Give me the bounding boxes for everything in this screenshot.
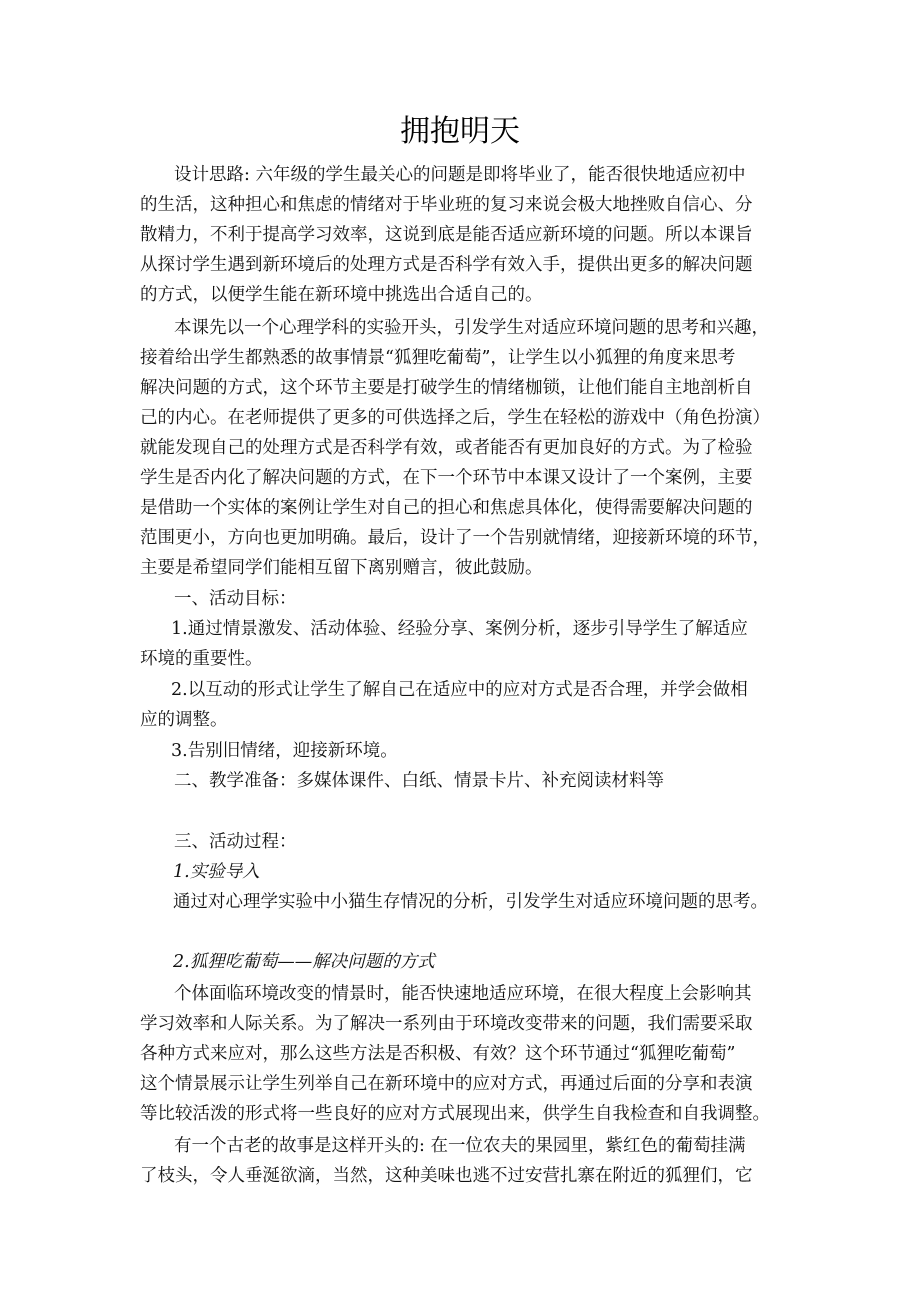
step-2-line: 个体面临环境改变的情景时，能否快速地适应环境，在很大程度上会影响其	[174, 984, 752, 1004]
goal-item-2-cont: 应的调整。	[140, 710, 228, 730]
section-heading-process: 三、活动过程：	[174, 832, 297, 852]
step-1-text: 通过对心理学实验中小猫生存情况的分析，引发学生对适应环境问题的思考。	[173, 892, 768, 912]
step-2-line: 等比较活泼的形式将一些良好的应对方式展现出来，供学生自我检查和自我调整。	[140, 1104, 770, 1124]
goal-item-3: 3.告别旧情绪，迎接新环境。	[171, 741, 398, 761]
section-heading-preparation: 二、教学准备：多媒体课件、白纸、情景卡片、补充阅读材料等	[174, 771, 664, 791]
overview-line: 主要是希望同学们能相互留下离别赠言，彼此鼓励。	[140, 558, 543, 578]
overview-line: 范围更小，方向也更加明确。最后，设计了一个告别就情绪，迎接新环境的环节，	[140, 528, 770, 548]
story-line: 有一个古老的故事是这样开头的: 在一位农夫的果园里，紫红色的葡萄挂满	[174, 1136, 746, 1156]
overview-line: 本课先以一个心理学科的实验开头，引发学生对适应环境问题的思考和兴趣，	[174, 318, 769, 338]
overview-line: 就能发现自己的处理方式是否科学有效，或者能否有更加良好的方式。为了检验	[140, 438, 753, 458]
step-2-line: 这个情景展示让学生列举自己在新环境中的应对方式，再通过后面的分享和表演	[140, 1074, 753, 1094]
story-line: 了枝头，令人垂涎欲滴，当然，这种美味也逃不过安营扎寨在附近的狐狸们，它	[140, 1166, 753, 1186]
intro-line: 设计思路: 六年级的学生最关心的问题是即将毕业了，能否很快地适应初中	[174, 165, 746, 185]
overview-line: 学生是否内化了解决问题的方式，在下一个环节中本课又设计了一个案例，主要	[140, 468, 753, 488]
intro-line: 的方式，以便学生能在新环境中挑选出合适自己的。	[140, 285, 543, 305]
overview-line: 接着给出学生都熟悉的故事情景“狐狸吃葡萄”，让学生以小狐狸的角度来思考	[140, 348, 736, 368]
step-2-title: 2.狐狸吃葡萄——解决问题的方式	[173, 952, 435, 972]
goal-item-1: 1.通过情景激发、活动体验、经验分享、案例分析，逐步引导学生了解适应	[171, 619, 748, 639]
step-1-title: 1.实验导入	[173, 862, 260, 882]
overview-line: 己的内心。在老师提供了更多的可供选择之后，学生在轻松的游戏中（角色扮演）	[140, 408, 770, 428]
step-2-line: 学习效率和人际关系。为了解决一系列由于环境改变带来的问题，我们需要采取	[140, 1014, 753, 1034]
overview-line: 是借助一个实体的案例让学生对自己的担心和焦虑具体化，使得需要解决问题的	[140, 498, 753, 518]
page-title: 拥抱明天	[400, 114, 520, 149]
section-heading-goals: 一、活动目标：	[174, 589, 297, 609]
intro-line: 从探讨学生遇到新环境后的处理方式是否科学有效入手，提供出更多的解决问题	[140, 255, 753, 275]
intro-line: 的生活，这种担心和焦虑的情绪对于毕业班的复习来说会极大地挫败自信心、分	[140, 195, 753, 215]
goal-item-2: 2.以互动的形式让学生了解自己在适应中的应对方式是否合理，并学会做相	[171, 680, 748, 700]
goal-item-1-cont: 环境的重要性。	[140, 649, 263, 669]
step-2-line: 各种方式来应对，那么这些方法是否积极、有效？这个环节通过“狐狸吃葡萄”	[140, 1044, 736, 1064]
overview-line: 解决问题的方式，这个环节主要是打破学生的情绪枷锁，让他们能自主地剖析自	[140, 378, 753, 398]
intro-line: 散精力，不利于提高学习效率，这说到底是能否适应新环境的问题。所以本课旨	[140, 225, 753, 245]
